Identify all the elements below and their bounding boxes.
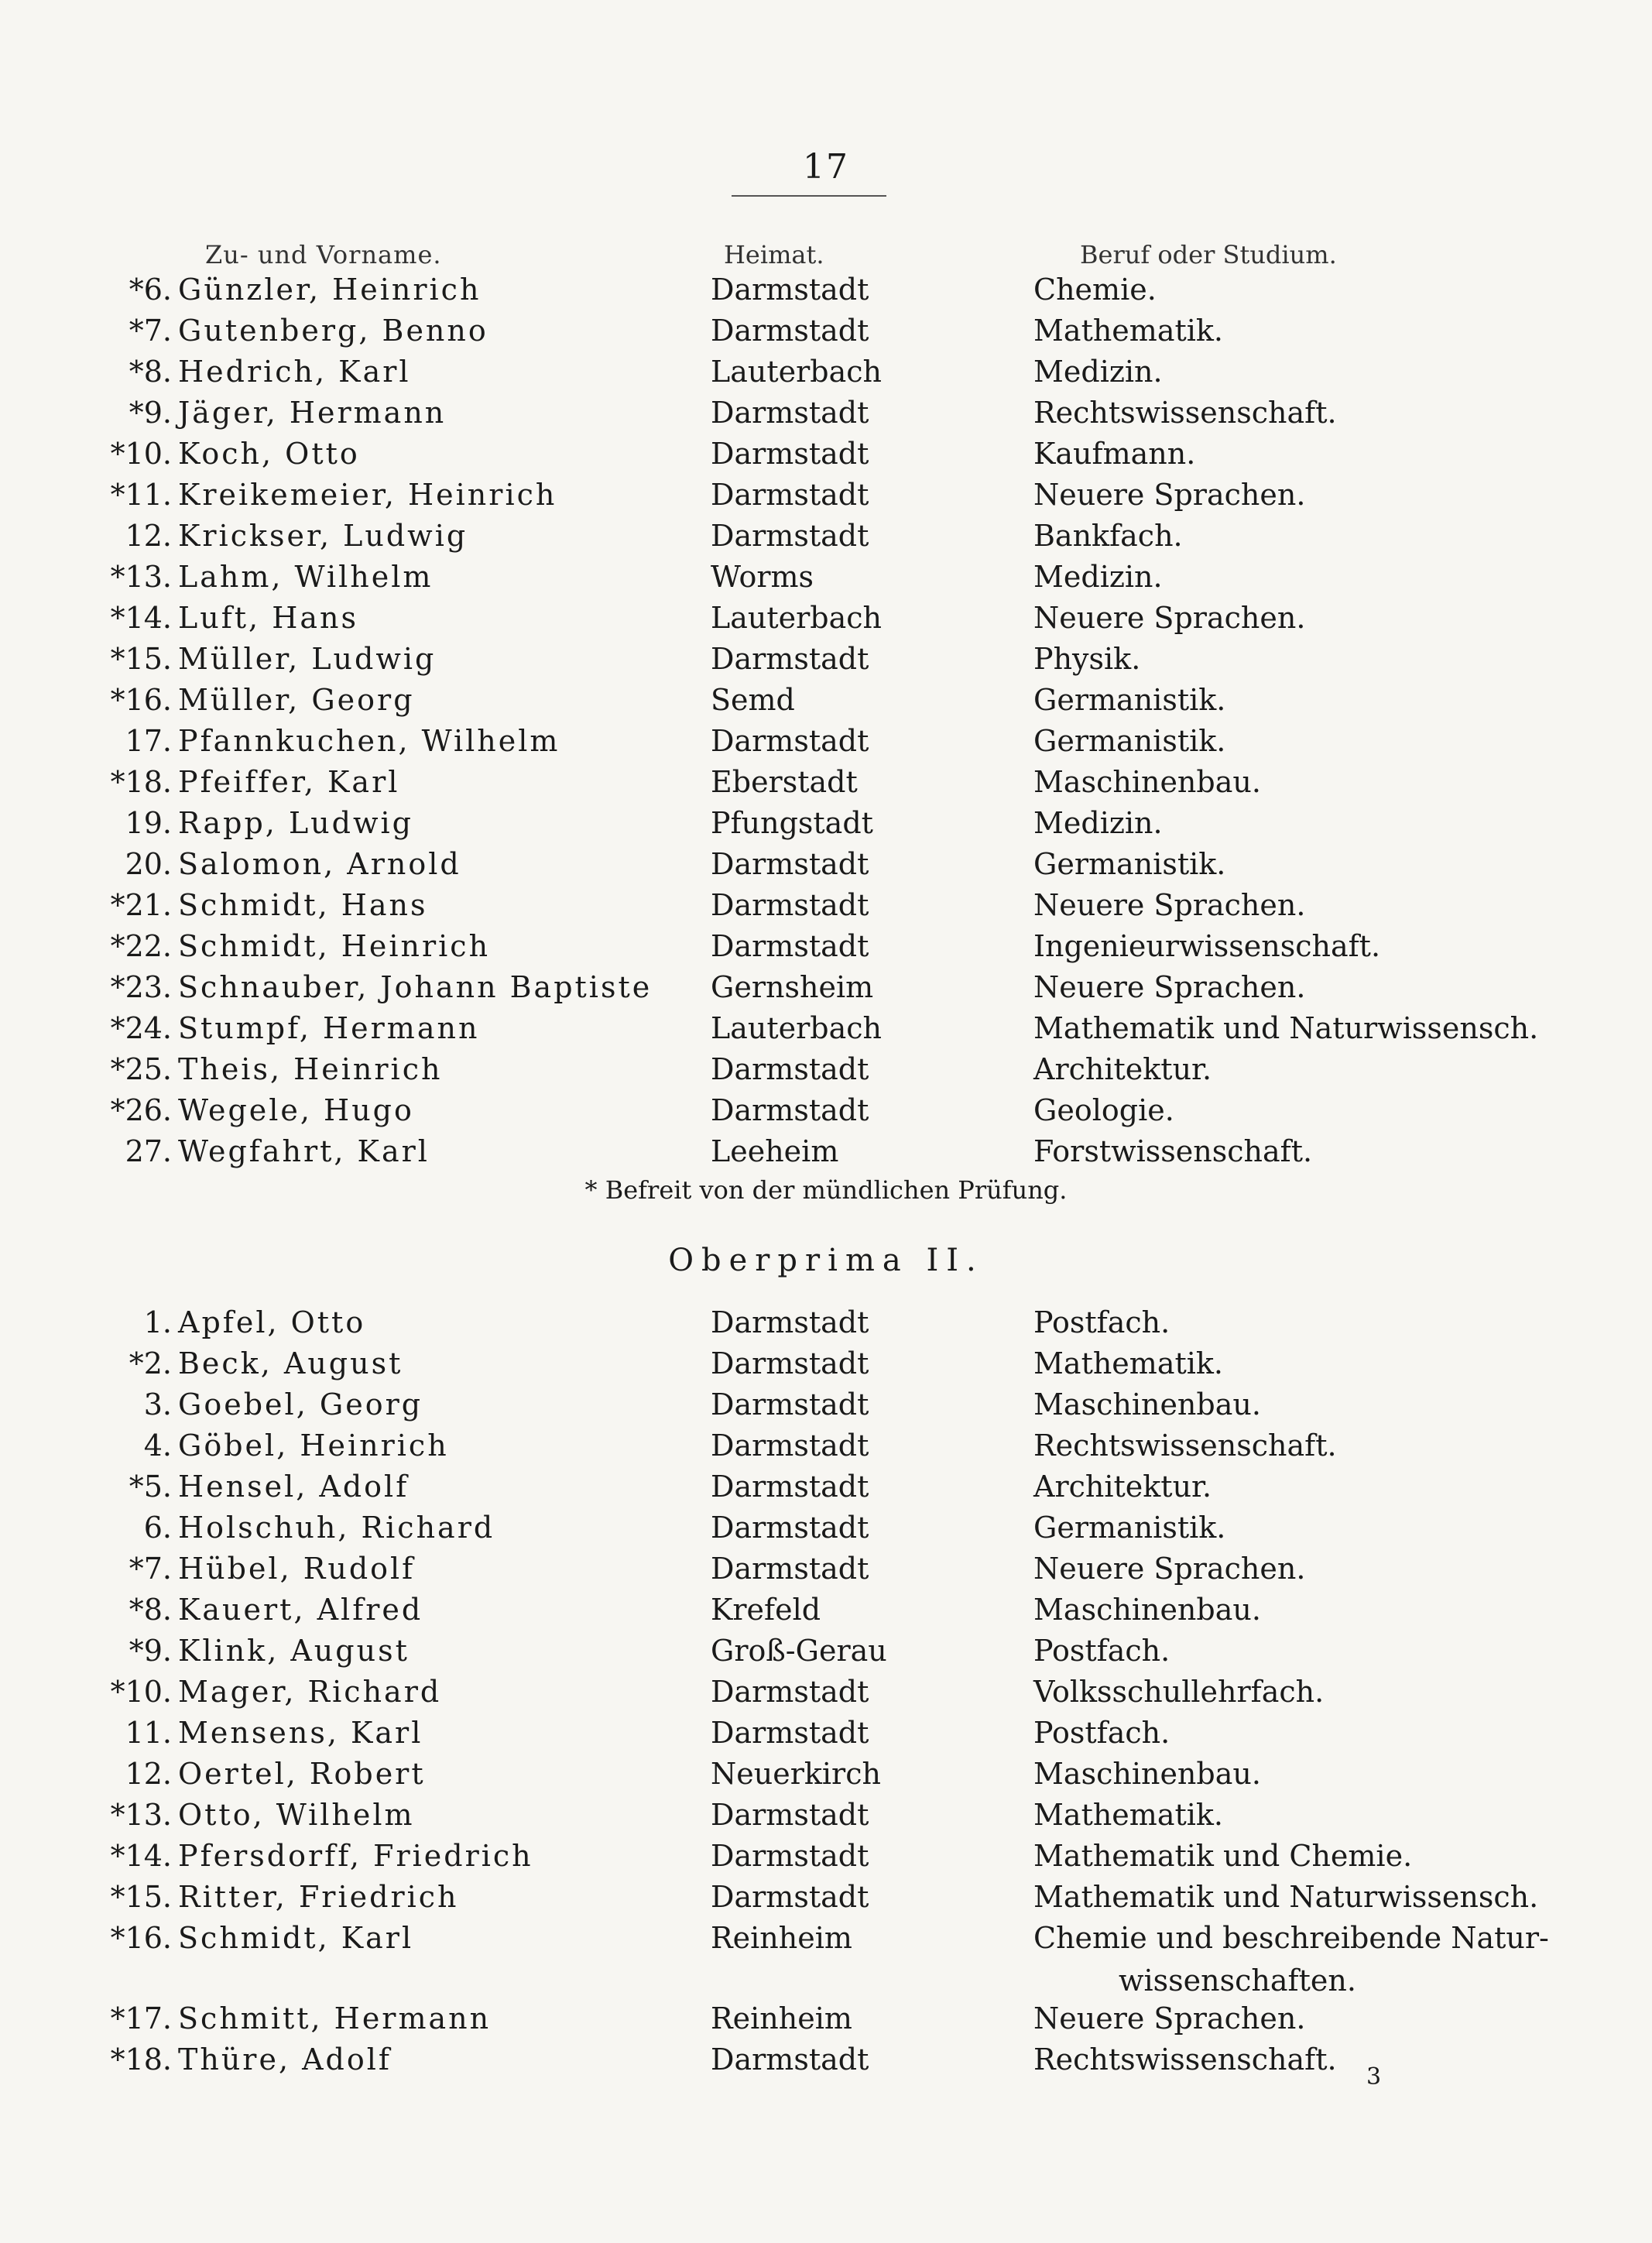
entry-number: 17. (125, 724, 172, 758)
entry-home: Darmstadt (711, 1552, 869, 1586)
table-row (0, 478, 1652, 518)
entry-profession: Neuere Sprachen. (1033, 601, 1306, 635)
entry-home: Lauterbach (711, 355, 883, 389)
entry-profession: Postfach. (1033, 1305, 1170, 1339)
entry-number: *8. (129, 355, 172, 389)
entry-number: *13. (110, 1798, 172, 1832)
entry-profession: Mathematik. (1033, 1798, 1224, 1832)
entry-profession: Mathematik. (1033, 1346, 1224, 1380)
entry-number: *7. (129, 1552, 172, 1586)
entry-home: Lauterbach (711, 601, 883, 635)
entry-profession: Neuere Sprachen. (1033, 2001, 1306, 2036)
table-row (0, 1880, 1652, 1920)
entry-name: Ritter, Friedrich (178, 1880, 459, 1914)
entry-number: *2. (129, 1346, 172, 1380)
entry-home: Darmstadt (711, 1305, 869, 1339)
entry-name: Müller, Ludwig (178, 642, 437, 676)
entry-name: Otto, Wilhelm (178, 1798, 415, 1832)
table-row (0, 765, 1652, 805)
entry-name: Schnauber, Johann Baptiste (178, 970, 653, 1004)
entry-home: Darmstadt (711, 273, 869, 307)
entry-name: Schmidt, Karl (178, 1921, 414, 1955)
entry-name: Koch, Otto (178, 437, 360, 471)
entry-home: Pfungstadt (711, 806, 873, 840)
entry-home: Darmstadt (711, 437, 869, 471)
entry-name: Müller, Georg (178, 683, 415, 717)
entry-number: *9. (129, 1634, 172, 1668)
entry-number: *15. (110, 642, 172, 676)
entry-profession: Bankfach. (1033, 519, 1183, 553)
table-row (0, 1346, 1652, 1387)
entry-number: *23. (110, 970, 172, 1004)
entry-name: Hedrich, Karl (178, 355, 411, 389)
entry-home: Darmstadt (711, 847, 869, 881)
entry-profession: Ingenieurwissenschaft. (1033, 929, 1381, 963)
entry-number: *11. (110, 478, 172, 512)
entry-profession: Maschinenbau. (1033, 1757, 1261, 1791)
table-row (0, 1593, 1652, 1633)
table-row (0, 1634, 1652, 1674)
entry-profession: Architektur. (1033, 1470, 1212, 1504)
entry-number: *6. (129, 273, 172, 307)
table-row (0, 847, 1652, 887)
table-row (0, 519, 1652, 559)
header-home: Heimat. (724, 240, 824, 269)
table-row (0, 273, 1652, 313)
table-row (0, 806, 1652, 846)
entry-name: Wegele, Hugo (178, 1093, 414, 1127)
entry-profession: Maschinenbau. (1033, 765, 1261, 799)
entry-profession: Neuere Sprachen. (1033, 970, 1306, 1004)
entry-profession: Mathematik und Chemie. (1033, 1839, 1413, 1873)
entry-profession: Postfach. (1033, 1634, 1170, 1668)
table-row (0, 1428, 1652, 1469)
table-row (0, 970, 1652, 1010)
entry-profession: Geologie. (1033, 1093, 1174, 1127)
entry-profession: Kaufmann. (1033, 437, 1196, 471)
entry-profession: Medizin. (1033, 560, 1163, 594)
entry-home: Darmstadt (711, 1880, 869, 1914)
entry-home: Darmstadt (711, 1428, 869, 1463)
entry-name: Schmidt, Heinrich (178, 929, 491, 963)
entry-number: *5. (129, 1470, 172, 1504)
entry-home: Groß-Gerau (711, 1634, 887, 1668)
entry-name: Pfannkuchen, Wilhelm (178, 724, 560, 758)
entry-profession: Rechtswissenschaft. (1033, 2042, 1337, 2077)
table-row (0, 1839, 1652, 1879)
entry-profession: Physik. (1033, 642, 1141, 676)
table-row (0, 1552, 1652, 1592)
entry-home: Darmstadt (711, 1346, 869, 1380)
table-row (0, 1798, 1652, 1838)
header-name: Zu- und Vorname. (205, 240, 442, 269)
table-row (0, 1716, 1652, 1756)
table-row (0, 314, 1652, 354)
entry-home: Gernsheim (711, 970, 874, 1004)
table-row (0, 1511, 1652, 1551)
entry-name: Goebel, Georg (178, 1387, 423, 1422)
entry-profession: Mathematik und Naturwissensch. (1033, 1880, 1539, 1914)
entry-name: Hübel, Rudolf (178, 1552, 416, 1586)
entry-name: Salomon, Arnold (178, 847, 461, 881)
entry-home: Worms (711, 560, 814, 594)
entry-name: Beck, August (178, 1346, 403, 1380)
entry-home: Darmstadt (711, 519, 869, 553)
entry-home: Darmstadt (711, 1387, 869, 1422)
entry-home: Leeheim (711, 1134, 839, 1168)
entry-profession: Volksschullehrfach. (1033, 1675, 1325, 1709)
entry-home: Darmstadt (711, 1798, 869, 1832)
entry-profession: Chemie und beschreibende Natur- (1033, 1921, 1549, 1955)
entry-number: *10. (110, 1675, 172, 1709)
entry-number: *22. (110, 929, 172, 963)
entry-profession: Neuere Sprachen. (1033, 888, 1306, 922)
entry-number: 27. (125, 1134, 172, 1168)
entry-name: Schmitt, Hermann (178, 2001, 492, 2036)
section-title: Oberprima II. (668, 1243, 984, 1278)
entry-profession: Germanistik. (1033, 724, 1226, 758)
entry-name: Holschuh, Richard (178, 1511, 495, 1545)
entry-name: Apfel, Otto (178, 1305, 366, 1339)
entry-name: Göbel, Heinrich (178, 1428, 449, 1463)
table-row (0, 1757, 1652, 1797)
entry-number: 6. (143, 1511, 172, 1545)
entry-name: Klink, August (178, 1634, 410, 1668)
entry-home: Reinheim (711, 2001, 852, 2036)
entry-home: Darmstadt (711, 888, 869, 922)
footnote: * Befreit von der mündlichen Prüfung. (584, 1175, 1068, 1205)
entry-home: Lauterbach (711, 1011, 883, 1045)
entry-profession: Maschinenbau. (1033, 1387, 1261, 1422)
entry-home: Semd (711, 683, 795, 717)
entry-name: Thüre, Adolf (178, 2042, 392, 2077)
entry-number: *18. (110, 2042, 172, 2077)
entry-name: Rapp, Ludwig (178, 806, 413, 840)
entry-profession: Postfach. (1033, 1716, 1170, 1750)
entry-profession: Maschinenbau. (1033, 1593, 1261, 1627)
entry-number: 20. (125, 847, 172, 881)
entry-number: *18. (110, 765, 172, 799)
entry-profession: Medizin. (1033, 806, 1163, 840)
entry-home: Darmstadt (711, 314, 869, 348)
sheet-mark: 3 (1366, 2063, 1382, 2090)
entry-number: *24. (110, 1011, 172, 1045)
entry-home: Darmstadt (711, 1716, 869, 1750)
entry-name: Theis, Heinrich (178, 1052, 443, 1086)
entry-profession: Germanistik. (1033, 1511, 1226, 1545)
entry-home: Darmstadt (711, 478, 869, 512)
table-row (0, 724, 1652, 764)
entry-home: Darmstadt (711, 929, 869, 963)
table-row (0, 355, 1652, 395)
table-row (0, 2001, 1652, 2042)
entry-number: 12. (125, 519, 172, 553)
entry-name: Luft, Hans (178, 601, 358, 635)
entry-name: Kauert, Alfred (178, 1593, 423, 1627)
entry-number: 1. (143, 1305, 172, 1339)
entry-number: *8. (129, 1593, 172, 1627)
header-job: Beruf oder Studium. (1080, 240, 1337, 269)
table-row (0, 2042, 1652, 2083)
entry-profession: Rechtswissenschaft. (1033, 1428, 1337, 1463)
table-row (0, 1093, 1652, 1134)
entry-profession: Chemie. (1033, 273, 1157, 307)
entry-home: Reinheim (711, 1921, 852, 1955)
table-row (0, 1921, 1652, 1961)
entry-home: Darmstadt (711, 1052, 869, 1086)
table-row (0, 1387, 1652, 1428)
table-row (0, 1675, 1652, 1715)
entry-home: Darmstadt (711, 1511, 869, 1545)
entry-home: Darmstadt (711, 1093, 869, 1127)
entry-name: Mager, Richard (178, 1675, 442, 1709)
entry-number: 3. (143, 1387, 172, 1422)
entry-profession: Medizin. (1033, 355, 1163, 389)
table-row (0, 396, 1652, 436)
table-row (0, 601, 1652, 641)
entry-home: Darmstadt (711, 1839, 869, 1873)
entry-number: 4. (143, 1428, 172, 1463)
entry-number: 11. (125, 1716, 172, 1750)
entry-home: Darmstadt (711, 1470, 869, 1504)
entry-number: 19. (125, 806, 172, 840)
table-row (0, 560, 1652, 600)
table-row (0, 642, 1652, 682)
entry-number: *14. (110, 1839, 172, 1873)
entry-number: *21. (110, 888, 172, 922)
entry-home: Eberstadt (711, 765, 858, 799)
entry-home: Darmstadt (711, 642, 869, 676)
entry-name: Lahm, Wilhelm (178, 560, 434, 594)
table-row (0, 1470, 1652, 1510)
entry-home: Darmstadt (711, 2042, 869, 2077)
entry-name: Jäger, Hermann (178, 396, 447, 430)
entry-number: *7. (129, 314, 172, 348)
entry-name: Mensens, Karl (178, 1716, 423, 1750)
entry-number: *10. (110, 437, 172, 471)
job-continuation: wissenschaften. (1119, 1963, 1356, 1998)
entry-name: Pfeiffer, Karl (178, 765, 400, 799)
entry-home: Darmstadt (711, 396, 869, 430)
entry-name: Schmidt, Hans (178, 888, 428, 922)
entry-profession: Germanistik. (1033, 683, 1226, 717)
entry-name: Pfersdorff, Friedrich (178, 1839, 533, 1873)
table-row (0, 1305, 1652, 1346)
entry-number: *13. (110, 560, 172, 594)
entry-name: Hensel, Adolf (178, 1470, 410, 1504)
entry-name: Stumpf, Hermann (178, 1011, 480, 1045)
entry-name: Kreikemeier, Heinrich (178, 478, 557, 512)
entry-profession: Neuere Sprachen. (1033, 1552, 1306, 1586)
table-row (0, 1134, 1652, 1175)
entry-name: Günzler, Heinrich (178, 273, 482, 307)
entry-profession: Mathematik. (1033, 314, 1224, 348)
table-row (0, 437, 1652, 477)
entry-name: Oertel, Robert (178, 1757, 426, 1791)
table-row (0, 929, 1652, 969)
entry-number: *26. (110, 1093, 172, 1127)
entry-name: Gutenberg, Benno (178, 314, 488, 348)
entry-name: Wegfahrt, Karl (178, 1134, 430, 1168)
entry-number: 12. (125, 1757, 172, 1791)
entry-number: *16. (110, 1921, 172, 1955)
entry-home: Darmstadt (711, 1675, 869, 1709)
entry-name: Krickser, Ludwig (178, 519, 468, 553)
entry-number: *25. (110, 1052, 172, 1086)
entry-number: *16. (110, 683, 172, 717)
entry-profession: Rechtswissenschaft. (1033, 396, 1337, 430)
table-row (0, 1011, 1652, 1051)
entry-number: *17. (110, 2001, 172, 2036)
entry-profession: Architektur. (1033, 1052, 1212, 1086)
entry-number: *14. (110, 601, 172, 635)
table-row (0, 888, 1652, 928)
entry-profession: Mathematik und Naturwissensch. (1033, 1011, 1539, 1045)
entry-profession: Neuere Sprachen. (1033, 478, 1306, 512)
table-row (0, 683, 1652, 723)
entry-profession: Germanistik. (1033, 847, 1226, 881)
entry-home: Neuerkirch (711, 1757, 881, 1791)
entry-profession: Forstwissenschaft. (1033, 1134, 1313, 1168)
entry-number: *15. (110, 1880, 172, 1914)
page-number: 17 (803, 147, 849, 187)
entry-home: Krefeld (711, 1593, 821, 1627)
table-row (0, 1052, 1652, 1092)
page-number-rule (732, 195, 886, 197)
entry-number: *9. (129, 396, 172, 430)
entry-home: Darmstadt (711, 724, 869, 758)
